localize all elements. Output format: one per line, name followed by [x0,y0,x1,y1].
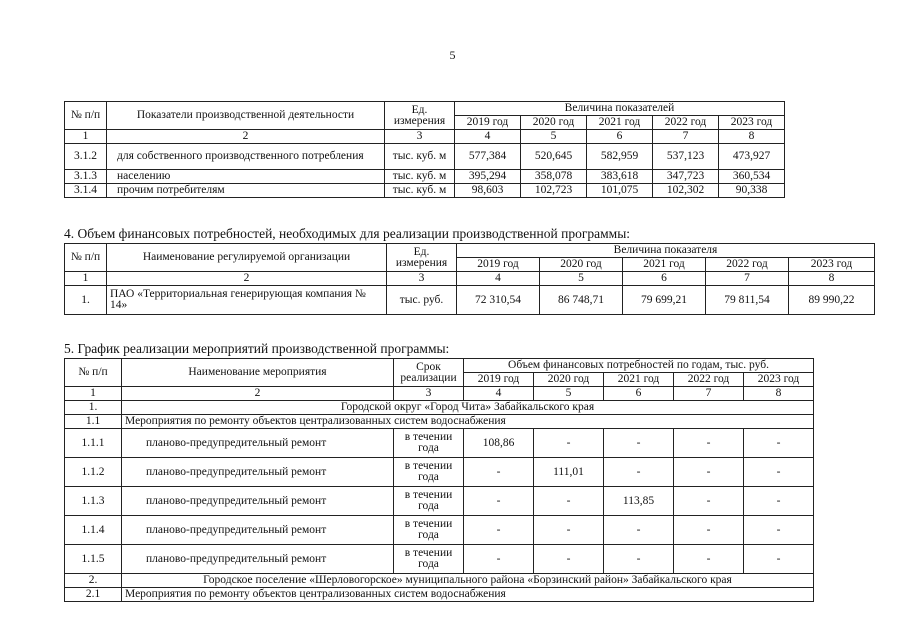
header-values-group: Величина показателя [457,244,875,258]
row-indicator: для собственного производственного потребления [107,144,385,170]
row-num: 1.1.5 [65,545,122,574]
table-row [65,458,814,487]
row-value: - [604,429,674,458]
row-value: - [744,458,814,487]
schedule-table [64,358,814,602]
index-cell: 6 [623,272,706,286]
index-cell: 2 [107,272,387,286]
table-row [65,184,785,198]
row-measure: планово-предупредительный ремонт [122,487,394,516]
row-value: 108,86 [464,429,534,458]
header-year: 2023 год [789,258,875,272]
table-row [65,516,814,545]
row-value: - [464,458,534,487]
header-year: 2019 год [464,373,534,387]
index-row [65,272,875,286]
row-value: - [674,516,744,545]
row-value: - [534,545,604,574]
row-measure: планово-предупредительный ремонт [122,429,394,458]
production-indicators-table [64,101,785,198]
index-cell: 4 [455,130,521,144]
header-year: 2019 год [455,116,521,130]
subsection-title: Мероприятия по ремонту объектов централизованных систем водоснабжения [122,588,814,602]
index-cell: 6 [604,387,674,401]
index-cell: 4 [464,387,534,401]
header-unit: Ед. измерения [385,102,455,130]
index-cell: 4 [457,272,540,286]
table-row [65,170,785,184]
row-value: 113,85 [604,487,674,516]
row-value: - [604,458,674,487]
index-cell: 7 [653,130,719,144]
section-title: Городской округ «Город Чита» Забайкальского края [122,401,814,415]
row-value: 577,384 [455,144,521,170]
row-value: - [464,545,534,574]
index-cell: 1 [65,387,122,401]
row-indicator: населению [107,170,385,184]
row-num: 1.1.1 [65,429,122,458]
row-value: 383,618 [587,170,653,184]
header-year: 2022 год [653,116,719,130]
row-term: в течении года [394,429,464,458]
row-value: 102,302 [653,184,719,198]
index-cell: 1 [65,130,107,144]
row-term: в течении года [394,516,464,545]
header-year: 2021 год [587,116,653,130]
row-term: в течении года [394,487,464,516]
table-row [65,286,875,315]
header-year: 2019 год [457,258,540,272]
index-cell: 2 [107,130,385,144]
header-year: 2023 год [719,116,785,130]
index-cell: 8 [744,387,814,401]
index-cell: 7 [674,387,744,401]
row-unit: тыс. руб. [387,286,457,315]
section-title: Городское поселение «Шерловогорское» муниципального района «Борзинский район» Забайкальского края [122,574,814,588]
row-value: - [744,545,814,574]
section-row [65,401,814,415]
row-value: 79 811,54 [706,286,789,315]
row-value: 473,927 [719,144,785,170]
row-value: - [464,516,534,545]
index-cell: 3 [387,272,457,286]
financial-needs-table [64,243,875,315]
index-cell: 1 [65,272,107,286]
row-term: в течении года [394,458,464,487]
index-cell: 3 [385,130,455,144]
row-value: - [674,545,744,574]
row-value: - [674,487,744,516]
row-num: 3.1.2 [65,144,107,170]
row-value: 520,645 [521,144,587,170]
row-value: - [744,429,814,458]
index-cell: 5 [521,130,587,144]
section-num: 1. [65,401,122,415]
row-value: 86 748,71 [540,286,623,315]
subsection-title: Мероприятия по ремонту объектов централизованных систем водоснабжения [122,415,814,429]
row-value: - [604,516,674,545]
header-year: 2021 год [623,258,706,272]
row-value: 358,078 [521,170,587,184]
index-cell: 3 [394,387,464,401]
row-value: - [744,487,814,516]
header-term: Срок реализации [394,359,464,387]
header-indicator: Показатели производственной деятельности [107,102,385,130]
row-unit: тыс. куб. м [385,184,455,198]
header-values-group: Объем финансовых потребностей по годам, тыс. руб. [464,359,814,373]
subsection-row [65,415,814,429]
row-value: - [674,429,744,458]
row-measure: планово-предупредительный ремонт [122,545,394,574]
row-value: 89 990,22 [789,286,875,315]
header-year: 2023 год [744,373,814,387]
section-row [65,574,814,588]
header-year: 2020 год [534,373,604,387]
row-value: - [744,516,814,545]
header-year: 2021 год [604,373,674,387]
row-value: 582,959 [587,144,653,170]
row-num: 1. [65,286,107,315]
row-value: - [534,487,604,516]
header-values-group: Величина показателей [455,102,785,116]
row-value: 90,338 [719,184,785,198]
header-year: 2022 год [706,258,789,272]
table-row [65,144,785,170]
header-year: 2020 год [521,116,587,130]
index-cell: 7 [706,272,789,286]
index-cell: 5 [534,387,604,401]
row-organization: ПАО «Территориальная генерирующая компания № 14» [107,286,387,315]
row-value: 395,294 [455,170,521,184]
row-value: 79 699,21 [623,286,706,315]
row-value: - [604,545,674,574]
index-row [65,387,814,401]
row-measure: планово-предупредительный ремонт [122,516,394,545]
header-unit: Ед. измерения [387,244,457,272]
row-value: 360,534 [719,170,785,184]
index-row [65,130,785,144]
row-value: 72 310,54 [457,286,540,315]
row-value: 537,123 [653,144,719,170]
table-row [65,429,814,458]
row-measure: планово-предупредительный ремонт [122,458,394,487]
row-num: 3.1.4 [65,184,107,198]
row-value: 102,723 [521,184,587,198]
header-measure: Наименование мероприятия [122,359,394,387]
row-unit: тыс. куб. м [385,170,455,184]
header-num: № п/п [65,102,107,130]
index-cell: 2 [122,387,394,401]
row-value: 111,01 [534,458,604,487]
row-num: 1.1.4 [65,516,122,545]
index-cell: 5 [540,272,623,286]
header-num: № п/п [65,244,107,272]
table-row [65,487,814,516]
index-cell: 6 [587,130,653,144]
row-value: 347,723 [653,170,719,184]
section-4-title: 4. Объем финансовых потребностей, необходимых для реализации производственной программы: [64,226,631,241]
index-cell: 8 [789,272,875,286]
row-unit: тыс. куб. м [385,144,455,170]
row-value: - [674,458,744,487]
row-value: 98,603 [455,184,521,198]
row-indicator: прочим потребителям [107,184,385,198]
header-year: 2020 год [540,258,623,272]
row-num: 1.1.2 [65,458,122,487]
row-num: 1.1.3 [65,487,122,516]
row-value: 101,075 [587,184,653,198]
table-row [65,545,814,574]
header-year: 2022 год [674,373,744,387]
section-5-title: 5. График реализации мероприятий производственной программы: [64,341,450,356]
subsection-num: 1.1 [65,415,122,429]
subsection-num: 2.1 [65,588,122,602]
row-value: - [464,487,534,516]
header-num: № п/п [65,359,122,387]
subsection-row [65,588,814,602]
row-value: - [534,516,604,545]
header-organization: Наименование регулируемой организации [107,244,387,272]
index-cell: 8 [719,130,785,144]
row-value: - [534,429,604,458]
row-num: 3.1.3 [65,170,107,184]
page-number: 5 [449,48,456,62]
row-term: в течении года [394,545,464,574]
section-num: 2. [65,574,122,588]
